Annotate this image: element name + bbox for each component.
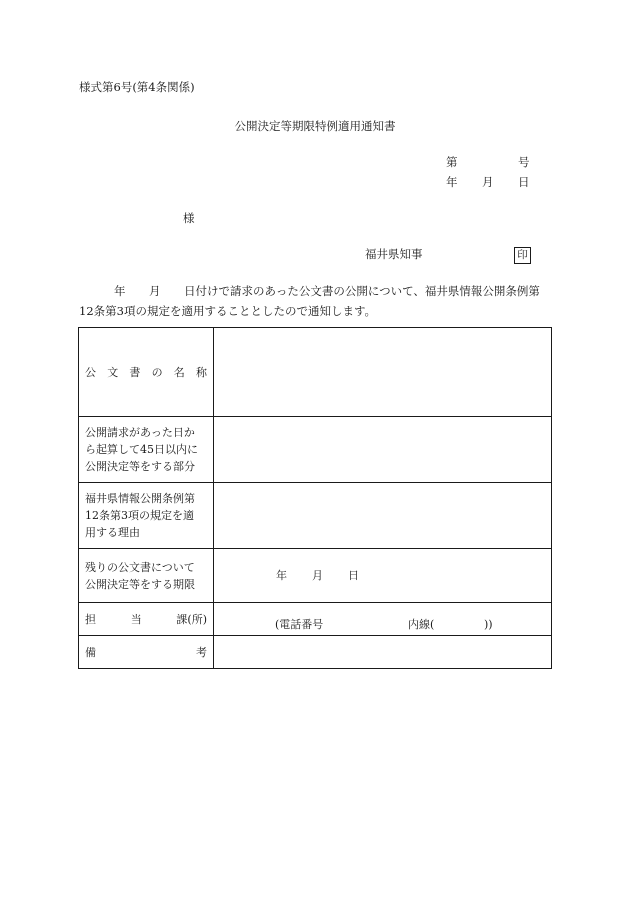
responsible-section-label bbox=[79, 603, 214, 636]
disclosure-part-label-line-3: 公開決定等をする部分 bbox=[85, 460, 195, 473]
body-text-line-2: 12条第3項の規定を適用することとしたので通知します。 bbox=[79, 304, 377, 318]
details-table bbox=[78, 327, 552, 669]
deadline-value bbox=[214, 549, 552, 603]
deadline-year-label: 年 bbox=[276, 569, 287, 582]
table-row-responsible-section bbox=[79, 603, 552, 636]
disclosure-part-label-line-1: 公開請求があった日か bbox=[85, 426, 195, 439]
document-name-label-char-0: 公 bbox=[85, 365, 96, 379]
remarks-label-char-0: 備 bbox=[85, 645, 96, 659]
application-reason-value bbox=[214, 483, 552, 549]
request-year-label: 年 bbox=[114, 284, 126, 298]
application-reason-label-line-1: 福井県情報公開条例第 bbox=[85, 492, 195, 505]
request-month-label: 月 bbox=[149, 284, 161, 298]
sender-name: 福井県知事 bbox=[365, 247, 423, 261]
remarks-label bbox=[79, 636, 214, 669]
remarks-label-char-1: 考 bbox=[196, 645, 207, 659]
document-name-label bbox=[79, 328, 214, 417]
responsible-section-label-char-1: 当 bbox=[130, 612, 142, 626]
document-name-label-char-2: 書 bbox=[129, 365, 141, 379]
table-row-document-name bbox=[79, 328, 552, 417]
deadline-month-label: 月 bbox=[312, 569, 323, 582]
form-number: 様式第6号(第4条関係) bbox=[79, 80, 195, 94]
remarks-value bbox=[214, 636, 552, 669]
table-row-disclosure-part bbox=[79, 417, 552, 483]
disclosure-part-label bbox=[79, 417, 214, 483]
application-reason-label bbox=[79, 483, 214, 549]
issue-day-label: 日 bbox=[518, 175, 530, 189]
application-reason-label-line-3: 用する理由 bbox=[85, 526, 140, 539]
table-row-remarks bbox=[79, 636, 552, 669]
disclosure-part-value bbox=[214, 417, 552, 483]
document-name-value bbox=[214, 328, 552, 417]
deadline-day-label: 日 bbox=[348, 569, 359, 582]
document-name-label-char-5: 称 bbox=[195, 365, 207, 379]
document-name-label-char-1: 文 bbox=[107, 365, 119, 379]
issue-month-label: 月 bbox=[482, 175, 494, 189]
disclosure-part-label-line-2: ら起算して45日以内に bbox=[85, 443, 198, 456]
table-row-application-reason bbox=[79, 483, 552, 549]
phone-close-paren: )) bbox=[484, 617, 493, 631]
responsible-section-value bbox=[214, 603, 552, 636]
seal-mark: 印 bbox=[514, 247, 531, 264]
responsible-section-label-char-2: 課(所) bbox=[176, 612, 207, 626]
table-row-deadline bbox=[79, 549, 552, 603]
issue-year-label: 年 bbox=[446, 175, 458, 189]
application-reason-label-line-2: 12条第3項の規定を適 bbox=[85, 509, 194, 522]
addressee-honorific: 様 bbox=[183, 211, 195, 225]
document-name-label-char-4: 名 bbox=[173, 365, 185, 379]
deadline-label-line-1: 残りの公文書について bbox=[85, 560, 195, 574]
number-prefix: 第 bbox=[446, 155, 458, 169]
responsible-section-label-char-0: 担 bbox=[85, 612, 96, 626]
extension-label: 内線( bbox=[408, 617, 435, 631]
number-suffix: 号 bbox=[518, 155, 530, 169]
deadline-label-line-2: 公開決定等をする期限 bbox=[85, 577, 195, 591]
body-text-line-1-rest: 日付けで請求のあった公文書の公開について、福井県情報公開条例第 bbox=[184, 284, 540, 298]
document-title: 公開決定等期限特例適用通知書 bbox=[234, 119, 396, 133]
document-name-label-char-3: の bbox=[151, 365, 163, 379]
deadline-label bbox=[79, 549, 214, 603]
phone-number-label: (電話番号 bbox=[275, 617, 324, 631]
